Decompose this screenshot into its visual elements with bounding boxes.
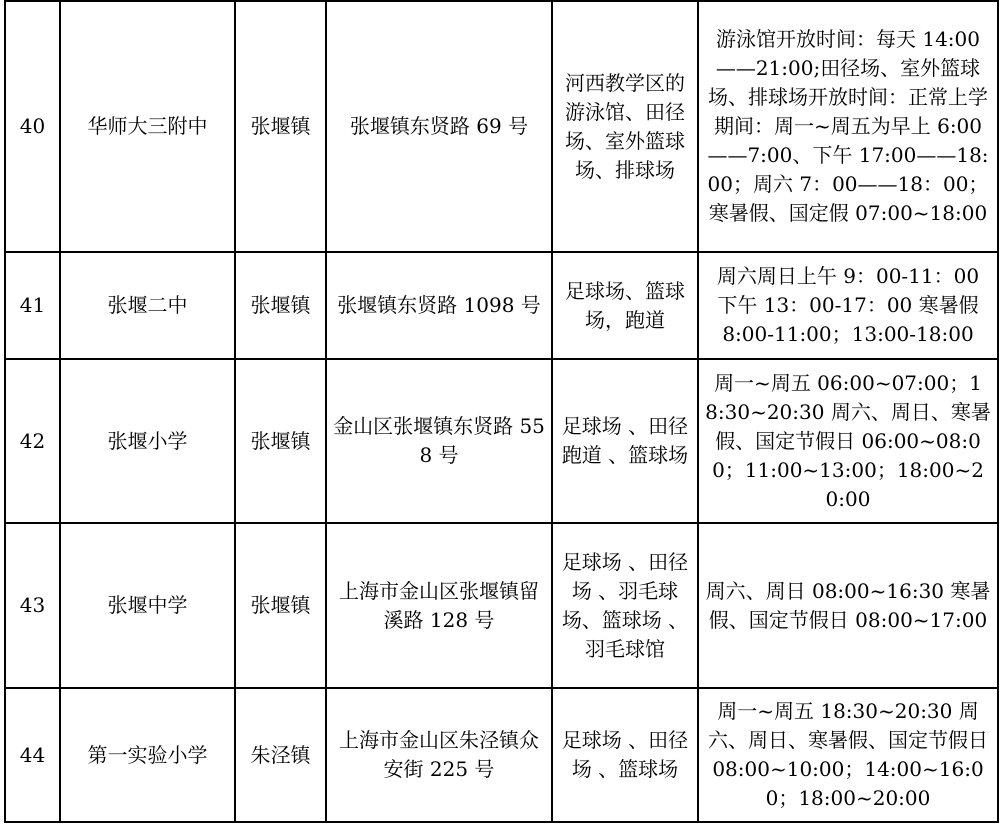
town-name: 张堰镇 — [235, 523, 326, 688]
school-name: 华师大三附中 — [60, 1, 235, 252]
school-name: 张堰中学 — [60, 523, 235, 688]
address: 上海市金山区张堰镇留溪路 128 号 — [326, 523, 552, 688]
school-name: 第一实验小学 — [60, 688, 235, 822]
row-number: 42 — [5, 359, 60, 523]
school-name: 张堰小学 — [60, 359, 235, 523]
facilities: 足球场 、田径跑道 、篮球场 — [552, 359, 698, 523]
address: 张堰镇东贤路 1098 号 — [326, 252, 552, 359]
address: 金山区张堰镇东贤路 558 号 — [326, 359, 552, 523]
table-row — [5, 523, 998, 688]
table-row — [5, 1, 998, 252]
facilities: 河西教学区的游泳馆、田径场、室外篮球场、排球场 — [552, 1, 698, 252]
facilities: 足球场 、田径场 、篮球场 — [552, 688, 698, 822]
row-number: 40 — [5, 1, 60, 252]
venue-schedule-table — [4, 0, 999, 823]
table-row — [5, 688, 998, 822]
table-row — [5, 252, 998, 359]
town-name: 张堰镇 — [235, 252, 326, 359]
opening-hours: 周一~周五 06:00~07:00；18:30~20:30 周六、周日、寒暑假、国定节假日 06:00~08:00；11:00~13:00；18:00~20:00 — [698, 359, 998, 523]
row-number: 44 — [5, 688, 60, 822]
address: 张堰镇东贤路 69 号 — [326, 1, 552, 252]
address: 上海市金山区朱泾镇众安街 225 号 — [326, 688, 552, 822]
opening-hours: 周六、周日 08:00~16:30 寒暑假、国定节假日 08:00~17:00 — [698, 523, 998, 688]
town-name: 朱泾镇 — [235, 688, 326, 822]
town-name: 张堰镇 — [235, 1, 326, 252]
table-row — [5, 359, 998, 523]
facilities: 足球场 、田径场 、羽毛球场、篮球场 、羽毛球馆 — [552, 523, 698, 688]
row-number: 43 — [5, 523, 60, 688]
opening-hours: 周一~周五 18:30~20:30 周六、周日、寒暑假、国定节假日 08:00~10:00；14:00~16:00；18:00~20:00 — [698, 688, 998, 822]
school-name: 张堰二中 — [60, 252, 235, 359]
row-number: 41 — [5, 252, 60, 359]
opening-hours: 周六周日上午 9：00-11：00 下午 13：00-17：00 寒暑假 8:00-11:00；13:00-18:00 — [698, 252, 998, 359]
facilities: 足球场、篮球场，跑道 — [552, 252, 698, 359]
opening-hours: 游泳馆开放时间：每天 14:00——21:00;田径场、室外篮球场、排球场开放时间：正常上学期间：周一~周五为早上 6:00——7:00、下午 17:00——18:00；周六 7：00——18：00；寒暑假、国定假 07:00~18:00 — [698, 1, 998, 252]
town-name: 张堰镇 — [235, 359, 326, 523]
